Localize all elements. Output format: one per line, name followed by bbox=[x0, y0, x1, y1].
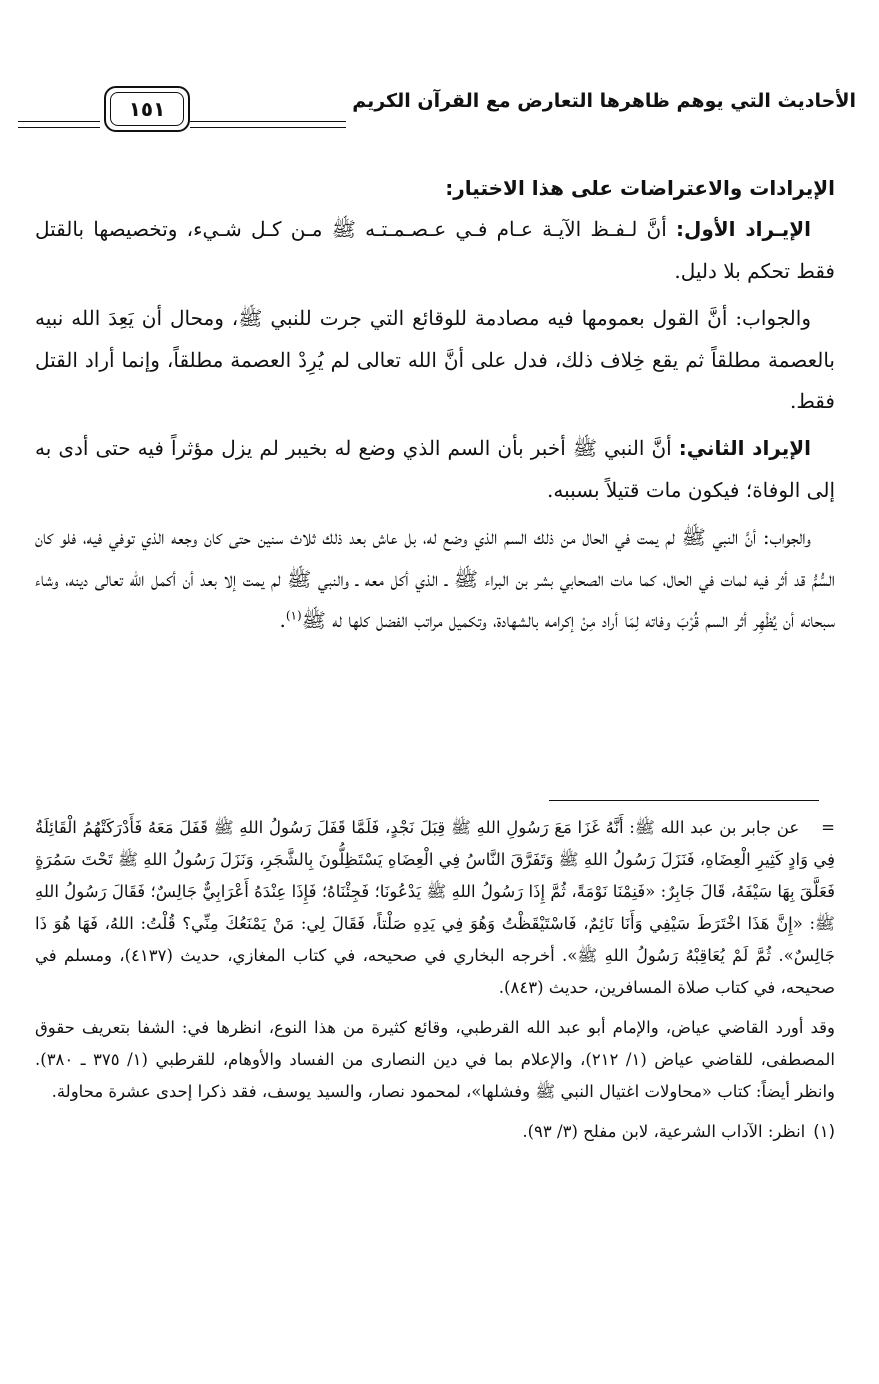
header-rule bbox=[190, 127, 346, 128]
running-title: الأحاديث التي يوهم ظاهرها التعارض مع القرآن الكريم bbox=[352, 90, 856, 112]
answer-2-text: والجواب: أنَّ النبي ﷺ لم يمت في الحال من ذلك السم الذي وضع له، بل عاش بعد ذلك ثلاث سنين حتى كان وجعه الذي توفي فيه، فلو كان السُّمُّ قد أثر فيه لمات في الحال، كما مات الصحابي بشر بن البراء ﷺ ـ الذي أكل معه ـ والنبي ﷺ لم يمت إلا بعد أن أكمل الله تعالى دينه، وشاء سبحانه أن يُظْهِر أثر السم قُرْبَ وفاته لِمَا أراد مِنْ إكرامه بالشهادة، وتكميل مراتب الفضل كلها له ﷺ bbox=[35, 525, 835, 633]
objection-2-text: أنَّ النبي ﷺ أخبر بأن السم الذي وضع له بخيبر لم يزل مؤثراً فيه حتى أدى به إلى الوفاة؛ فيكون مات قتيلاً بسببه. bbox=[35, 436, 835, 502]
header-rule bbox=[190, 121, 346, 122]
paragraph-answer-2 bbox=[35, 517, 835, 641]
page-header bbox=[18, 84, 856, 134]
objection-1-label: الإيـراد الأول: bbox=[676, 217, 811, 242]
footnote-1-text: انظر: الآداب الشرعية، لابن مفلح (٣/ ٩٣). bbox=[522, 1122, 806, 1141]
footnote-continuation bbox=[35, 812, 835, 1004]
paragraph-answer-1: والجواب: أنَّ القول بعمومها فيه مصادمة للوقائع التي جرت للنبي ﷺ، ومحال أن يَعِدَ الله نبيه بالعصمة مطلقاً ثم يقع خِلاف ذلك، فدل على أنَّ الله تعالى لم يُرِدْ العصمة مطلقاً، وإنما أراد القتل فقط. bbox=[35, 306, 835, 414]
main-text bbox=[35, 168, 835, 641]
hadith-text: عن جابر بن عبد الله ﷺ: أَنَّهُ غَزَا مَعَ رَسُولِ اللهِ ﷺ قِبَلَ نَجْدٍ، فَلَمَّا قَفَلَ رَسُولُ اللهِ ﷺ قَفَلَ مَعَهُ فَأَدْرَكَتْهُمُ الْقَائِلَةُ فِي وَادٍ كَثِيرِ الْعِضَاهِ، فَنَزَلَ رَسُولُ اللهِ ﷺ وَتَفَرَّقَ النَّاسُ فِي الْعِضَاهِ يَسْتَظِلُّونَ بِالشَّجَرِ، وَنَزَلَ رَسُولُ اللهِ ﷺ تَحْتَ سَمُرَةٍ فَعَلَّقَ بِهَا سَيْفَهُ، قَالَ جَابِرٌ: «فَنِمْنَا نَوْمَةً، ثُمَّ إِذَا رَسُولُ اللهِ ﷺ يَدْعُونَا؛ فَجِئْنَاهُ؛ فَإِذَا عِنْدَهُ أَعْرَابِيٌّ جَالِسٌ؛ فَقَالَ رَسُولُ اللهِ ﷺ: «إِنَّ هَذَا اخْتَرَطَ سَيْفِي وَأَنَا نَائِمٌ، فَاسْتَيْقَظْتُ وَهُوَ فِي يَدِهِ صَلْتاً، فَقَالَ لِي: مَنْ يَمْنَعُكَ مِنِّي؟ قُلْتُ: اللهُ، فَهَا هُوَ ذَا جَالِسٌ». ثُمَّ لَمْ يُعَاقِبْهُ رَسُولُ اللهِ ﷺ». أخرجه البخاري في صحيحه، في كتاب المغازي، حديث (٤١٣٧)، ومسلم في صحيحه، في كتاب صلاة المسافرين، حديث (٨٤٣). bbox=[35, 818, 835, 997]
section-title: الإيرادات والاعتراضات على هذا الاختيار: bbox=[445, 176, 835, 200]
continuation-marker: = bbox=[821, 818, 835, 837]
header-rule bbox=[18, 127, 100, 128]
objection-1-text: أنَّ لـفـظ الآيـة عـام فـي عـصـمـتـه ﷺ مـن كـل شـيء، وتخصيصها بالقتل فقط تحكم بلا دليل. bbox=[35, 217, 835, 283]
objection-2-label: الإيراد الثاني: bbox=[678, 436, 812, 461]
page-number-frame bbox=[104, 86, 190, 132]
footnote-1 bbox=[35, 1116, 835, 1148]
paragraph-objection-1 bbox=[35, 209, 835, 292]
page-number: ١٥١ bbox=[110, 92, 184, 126]
footnote-separator bbox=[549, 800, 819, 801]
footnote-1-number: (١) bbox=[813, 1122, 835, 1141]
footnotes bbox=[35, 812, 835, 1148]
footnote-reference[interactable]: (١) bbox=[285, 608, 302, 623]
answer-2-end: . bbox=[279, 608, 286, 633]
header-rule bbox=[18, 121, 100, 122]
footnote-note: وقد أورد القاضي عياض، والإمام أبو عبد الله القرطبي، وقائع كثيرة من هذا النوع، انظرها في: الشفا بتعريف حقوق المصطفى، للقاضي عياض (١/ ٢١٢)، والإعلام بما في دين النصارى من الفساد والأوهام، للقرطبي (١/ ٣٧٥ ـ ٣٨٠). وانظر أيضاً: كتاب «محاولات اغتيال النبي ﷺ وفشلها»، لمحمود نصار، والسيد يوسف، فقد ذكرا إحدى عشرة محاولة. bbox=[35, 1018, 835, 1101]
paragraph-objection-2 bbox=[35, 428, 835, 511]
